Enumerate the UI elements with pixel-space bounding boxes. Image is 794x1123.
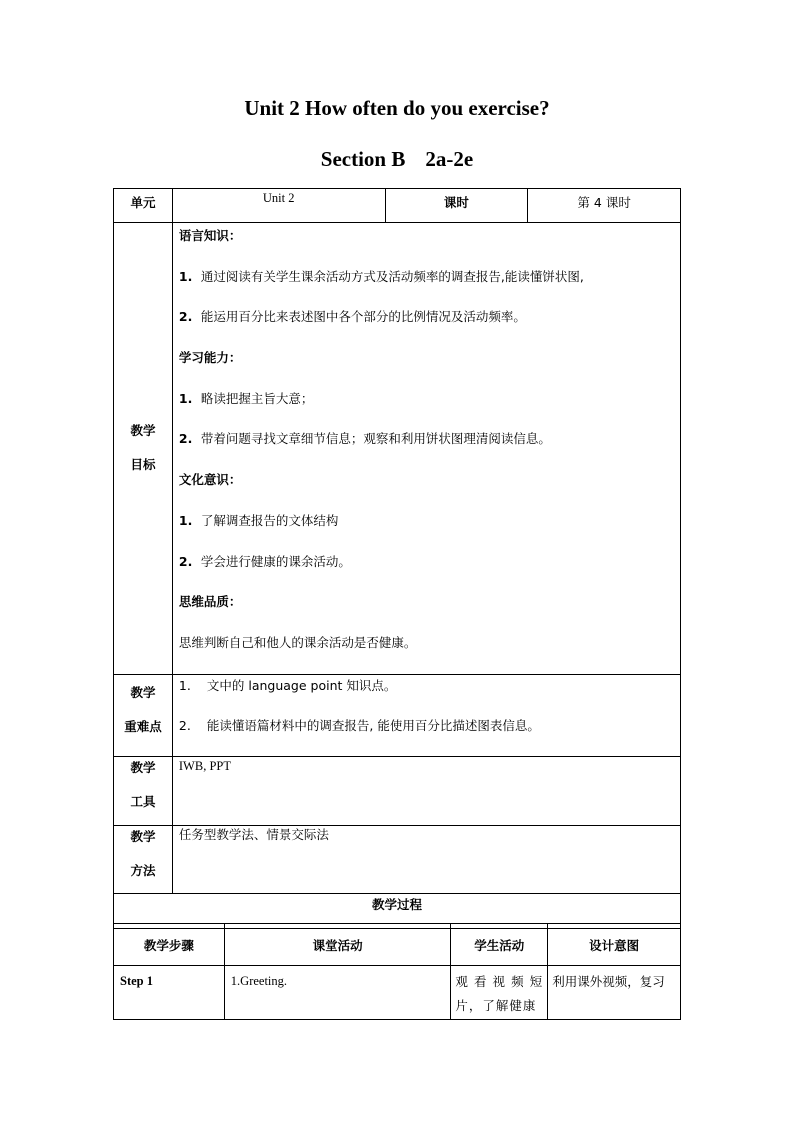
process-header-row (114, 924, 681, 966)
objective-item: 1. 通过阅读有关学生课余活动方式及活动频率的调查报告,能读懂饼状图, (178, 268, 584, 284)
period-value: 第 4 课时 (528, 189, 681, 223)
column-header-activity: 课堂活动 (224, 924, 451, 966)
key-points-row (114, 674, 681, 756)
objective-heading: 思维品质： (178, 594, 242, 610)
tools-label: 教学 工具 (114, 756, 173, 825)
objective-item: 2. 学会进行健康的课余活动。 (178, 553, 351, 569)
section-range: 2a-2e (425, 147, 474, 171)
objectives-content (172, 223, 680, 675)
column-header-student: 学生活动 (451, 924, 548, 966)
table-row (114, 966, 681, 1020)
unit-label: 单元 (114, 189, 173, 223)
objective-heading: 语言知识： (178, 228, 242, 243)
student-cell: 观看视频短片，了解健康 (451, 966, 548, 1020)
objective-heading: 文化意识： (178, 472, 242, 488)
section-name: Section B (320, 147, 406, 171)
section-title (0, 147, 794, 172)
objective-item: 2. 带着问题寻找文章细节信息；观察和利用饼状图理清阅读信息。 (178, 431, 551, 447)
objective-item: 思维判断自己和他人的课余活动是否健康。 (178, 634, 417, 650)
key-point-item: 2. 能读懂语篇材料中的调查报告, 能使用百分比描述图表信息。 (178, 717, 540, 733)
column-header-purpose: 设计意图 (548, 924, 681, 966)
activity-cell: 1.Greeting. (224, 966, 451, 1020)
objective-heading: 学习能力： (178, 350, 242, 366)
period-label: 课时 (385, 189, 528, 223)
methods-content: 任务型教学法、情景交际法 (172, 825, 680, 893)
key-points-label: 教学 重难点 (114, 674, 173, 756)
methods-label: 教学 方法 (114, 825, 173, 893)
methods-row (114, 825, 681, 893)
unit-row (114, 189, 681, 223)
key-points-content (172, 674, 680, 756)
tools-row (114, 756, 681, 825)
step-cell: Step 1 (114, 966, 225, 1020)
objective-item: 1. 略读把握主旨大意； (178, 390, 314, 406)
objective-item: 1. 了解调查报告的文体结构 (178, 512, 339, 528)
process-heading: 教学过程 (114, 893, 681, 928)
lesson-info-table (113, 188, 681, 929)
objectives-label: 教学 目标 (114, 223, 173, 675)
purpose-cell: 利用课外视频，复习 (548, 966, 681, 1020)
process-table (113, 923, 681, 1020)
document-title: Unit 2 How often do you exercise? (244, 96, 550, 120)
tools-content: IWB, PPT (172, 756, 680, 825)
objectives-row (114, 223, 681, 675)
key-point-item: 1. 文中的 language point 知识点。 (178, 677, 397, 693)
objective-item: 2. 能运用百分比来表述图中各个部分的比例情况及活动频率。 (178, 309, 526, 325)
unit-value: Unit 2 (172, 189, 385, 223)
column-header-step: 教学步骤 (114, 924, 225, 966)
